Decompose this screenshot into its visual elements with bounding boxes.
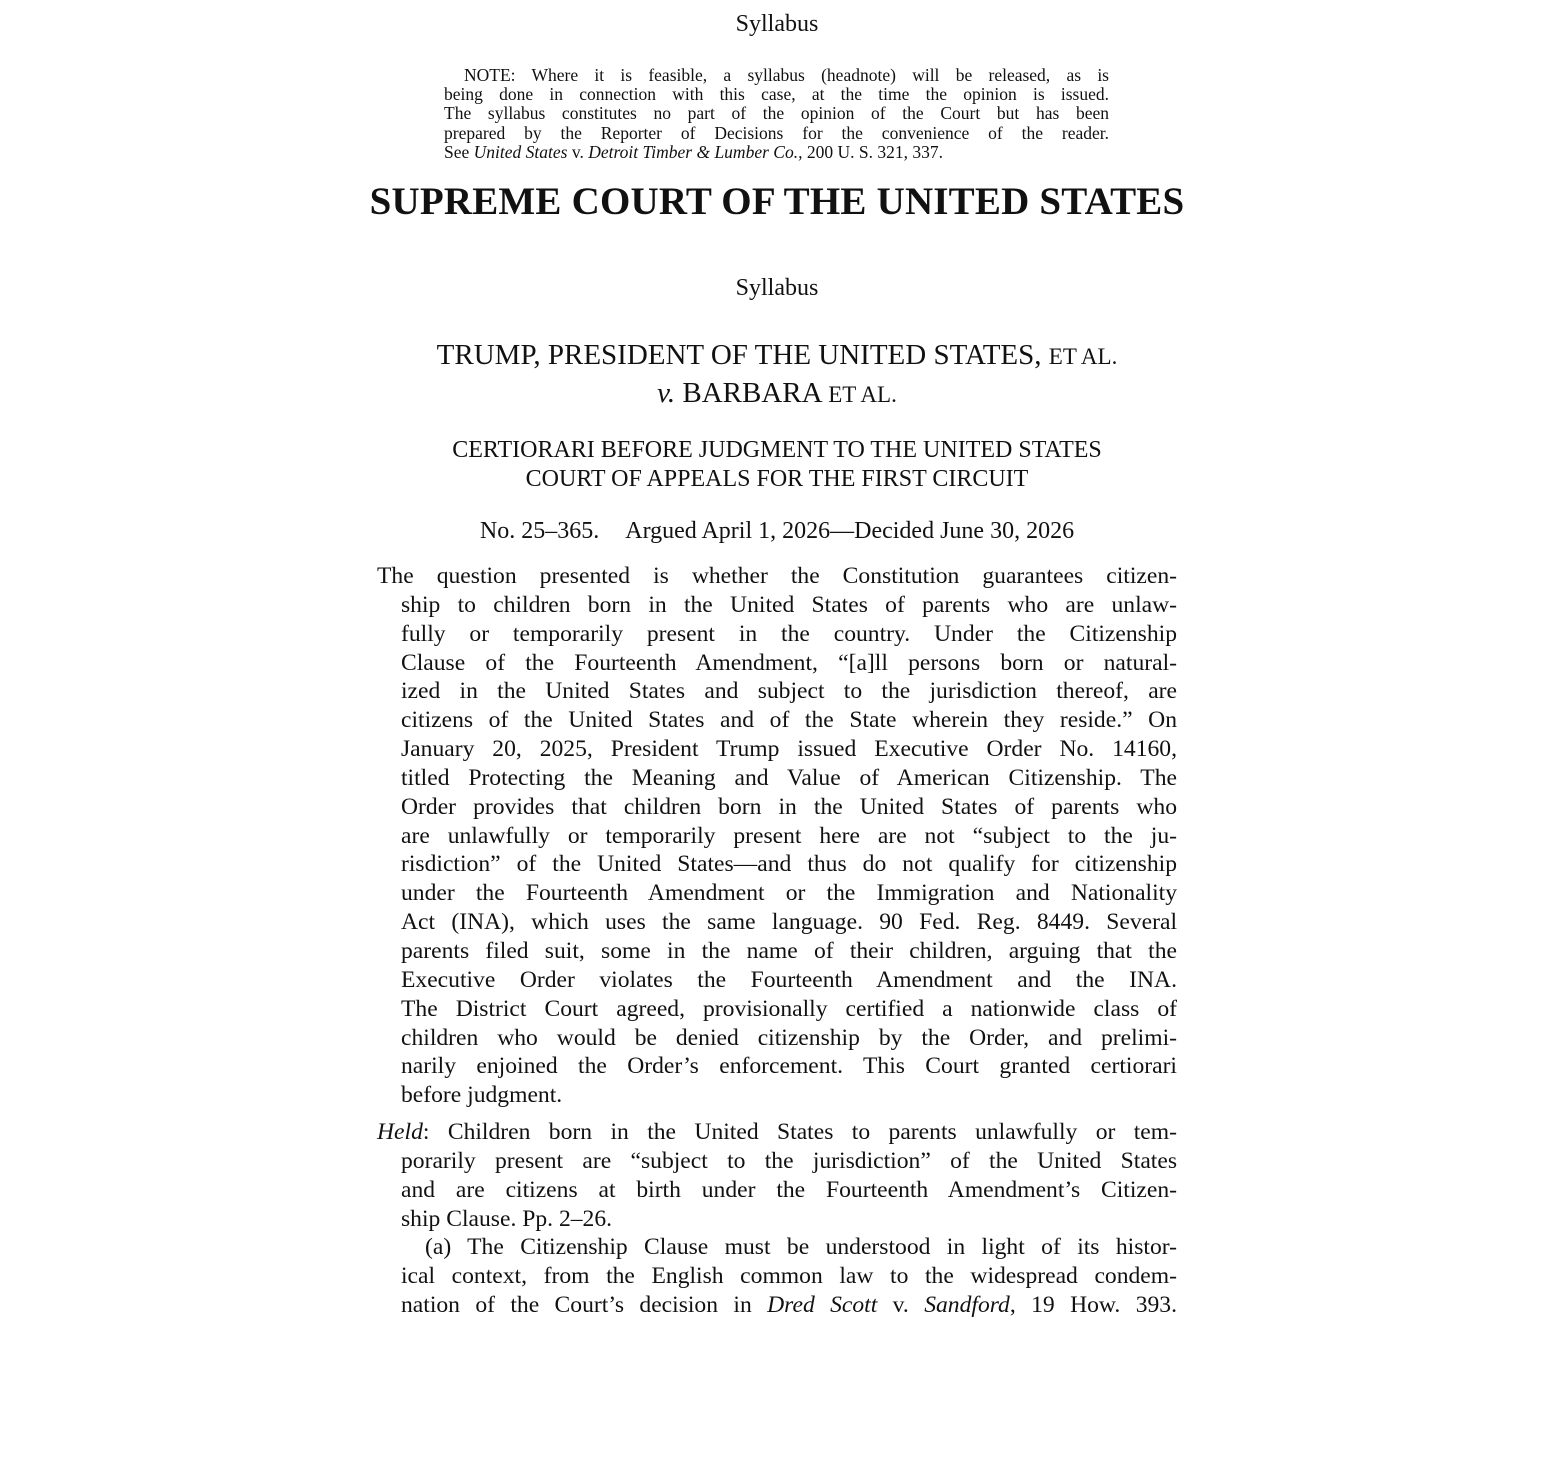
held-line: ship Clause. Pp. 2–26.	[401, 1205, 613, 1232]
case-name-sandford: Sandford	[924, 1292, 1010, 1319]
paragraph-line: parents filed suit, some in the name of their children, arguing that the	[401, 937, 1177, 964]
paragraph-line: citizens of the United States and of the State wherein they reside.” On	[401, 707, 1177, 734]
held-line: porarily present are “subject to the jurisdiction” of the United States	[401, 1147, 1177, 1174]
case-name-dred-scott: Dred Scott	[767, 1292, 878, 1319]
paragraph-line: under the Fourteenth Amendment or the Immigration and Nationality	[401, 880, 1177, 907]
case-caption	[367, 337, 1187, 413]
note-citation: 200 U. S. 321, 337.	[802, 141, 943, 162]
holding-section	[377, 1118, 1177, 1320]
docket-number: No. 25–365.	[479, 518, 600, 544]
paragraph-line: Clause of the Fourteenth Amendment, “[a]ll persons born or natural-	[401, 649, 1177, 676]
respondent-name: BARBARA	[682, 377, 821, 409]
paragraph-line: before judgment.	[401, 1082, 563, 1109]
note-see: See	[444, 141, 474, 162]
certiorari-line: CERTIORARI BEFORE JUDGMENT TO THE UNITED STATES	[452, 437, 1102, 463]
paragraph-line: titled Protecting the Meaning and Value of American Citizenship. The	[401, 764, 1177, 791]
held-line: and are citizens at birth under the Fourteenth Amendment’s Citizen-	[401, 1176, 1177, 1203]
note-line: prepared by the Reporter of Decisions for the convenience of the reader.	[444, 122, 1109, 143]
paragraph-line: children who would be denied citizenship by the Order, and prelimi-	[401, 1024, 1177, 1051]
certiorari-heading	[377, 436, 1177, 494]
paragraph-line: narily enjoined the Order’s enforcement. This Court granted certiorari	[401, 1053, 1177, 1080]
case-versus: v.	[877, 1292, 925, 1319]
held-first-line	[377, 1118, 1177, 1147]
note-case-name-a: United States	[473, 141, 568, 162]
reporter-note	[444, 66, 1109, 162]
paragraph-line: Order provides that children born in the United States of parents who	[401, 793, 1177, 820]
part-a-line: ical context, from the English common law to the widespread condem-	[401, 1263, 1177, 1290]
paragraph-line: Executive Order violates the Fourteenth Amendment and the INA.	[401, 966, 1177, 993]
syllabus-heading: Syllabus	[735, 275, 819, 301]
held-label: Held	[377, 1119, 423, 1145]
note-versus: v.	[567, 141, 589, 162]
petitioner-et-al: ET AL.	[1048, 344, 1118, 369]
paragraph-line: ized in the United States and subject to the jurisdiction thereof, are	[401, 678, 1177, 705]
paragraph-line: January 20, 2025, President Trump issued Executive Order No. 14160,	[401, 736, 1177, 763]
paragraph-line: The District Court agreed, provisionally certified a nationwide class of	[401, 995, 1177, 1022]
petitioner-name: TRUMP, PRESIDENT OF THE UNITED STATES,	[436, 339, 1042, 371]
paragraph-line: Act (INA), which uses the same language. 90 Fed. Reg. 8449. Several	[401, 909, 1177, 936]
note-line: The syllabus constitutes no part of the opinion of the Court but has been	[444, 103, 1109, 124]
running-header: Syllabus	[735, 11, 819, 37]
case-citation: , 19 How. 393.	[1009, 1292, 1177, 1319]
note-line: being done in connection with this case, at the time the opinion is issued.	[444, 84, 1109, 105]
argument-dates: Argued April 1, 2026—Decided June 30, 2026	[625, 518, 1075, 544]
question-presented-paragraph	[377, 562, 1177, 1110]
caption-respondent-line	[367, 375, 1187, 413]
note-line: NOTE: Where it is feasible, a syllabus (headnote) will be released, as is	[464, 65, 1109, 85]
paragraph-line: ship to children born in the United States of parents who are unlaw-	[401, 591, 1177, 618]
part-a-citation-line	[377, 1291, 1177, 1320]
certiorari-line: COURT OF APPEALS FOR THE FIRST CIRCUIT	[525, 466, 1029, 492]
part-a-line: (a) The Citizenship Clause must be understood in light of its histor-	[425, 1234, 1177, 1261]
paragraph-line: fully or temporarily present in the country. Under the Citizenship	[401, 620, 1177, 647]
caption-petitioner-line	[367, 337, 1187, 375]
paragraph-line: risdiction” of the United States—and thus do not qualify for citizenship	[401, 851, 1177, 878]
respondent-et-al: ET AL.	[828, 382, 897, 407]
note-case-name-b: Detroit Timber & Lumber Co.,	[588, 141, 803, 162]
part-a-text: nation of the Court’s decision in	[401, 1292, 768, 1319]
court-title: SUPREME COURT OF THE UNITED STATES	[369, 180, 1185, 223]
note-citation-line	[444, 143, 1109, 162]
paragraph-line: The question presented is whether the Constitution guarantees citizen-	[377, 563, 1177, 589]
paragraph-line: are unlawfully or temporarily present here are not “subject to the ju-	[401, 822, 1177, 849]
docket-line	[377, 516, 1177, 546]
held-text: : Children born in the United States to parents unlawfully or tem-	[422, 1119, 1177, 1145]
caption-versus: v.	[657, 377, 676, 409]
